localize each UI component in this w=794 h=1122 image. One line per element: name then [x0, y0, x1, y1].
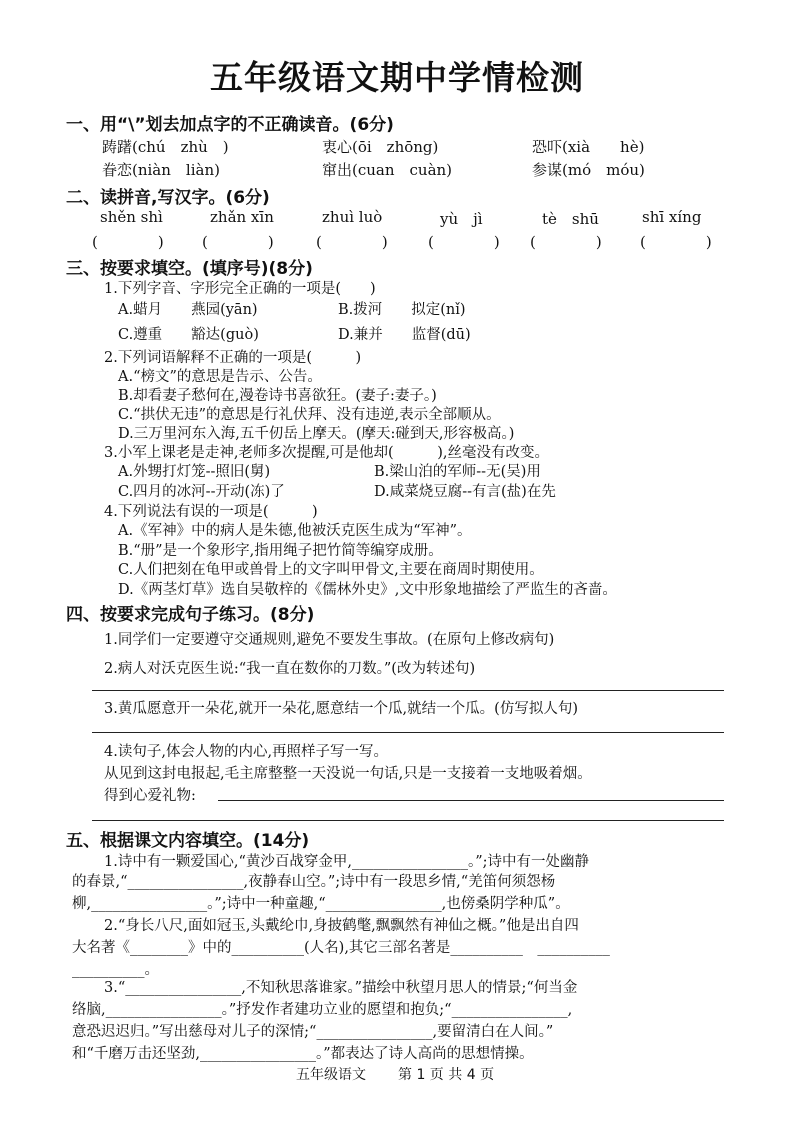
option: B.却看妻子愁何在,漫卷诗书喜欲狂。(妻子:妻子。) — [118, 388, 437, 404]
answer-line[interactable] — [92, 820, 724, 821]
section-2-heading: 二、读拼音,写汉字。(6分) — [66, 188, 270, 208]
section-1-heading: 一、用“\”划去加点字的不正确读音。(6分) — [66, 115, 394, 135]
answer-line[interactable] — [92, 732, 724, 733]
pinyin: shī xíng — [642, 208, 702, 226]
option: A.《军神》中的病人是朱德,他被沃克医生成为“军神”。 — [118, 523, 472, 539]
pinyin: zhǎn xīn — [210, 208, 274, 226]
page-title: 五年级语文期中学情检测 — [210, 58, 584, 97]
question: 2.病人对沃克医生说:“我一直在数你的刀数。”(改为转述句) — [104, 661, 476, 677]
s1-item: 眷恋(niàn liàn) — [102, 161, 220, 179]
question: 2.下列词语解释不正确的一项是( ) — [104, 350, 362, 366]
pinyin: tè shū — [542, 210, 599, 228]
section-4-heading: 四、按要求完成句子练习。(8分) — [66, 605, 315, 625]
answer-blank[interactable]: ( ) — [92, 233, 164, 251]
option: D.三万里河东入海,五千仞岳上摩天。(摩天:碰到天,形容极高。) — [118, 426, 515, 442]
option: A.蜡月 燕园(yān) — [118, 302, 258, 318]
answer-blank[interactable]: ( ) — [316, 233, 388, 251]
answer-blank[interactable]: ( ) — [530, 233, 602, 251]
question: 4.下列说法有误的一项是( ) — [104, 504, 318, 520]
option: B.“册”是一个象形字,指用绳子把竹简等编穿成册。 — [118, 543, 443, 559]
s1-item: 恐吓(xià hè) — [532, 138, 645, 156]
answer-blank[interactable]: ( ) — [202, 233, 274, 251]
fill-line: 的春景,“________________,夜静春山空。”;诗中有一段思乡情,“羌笛何须怨杨 — [72, 874, 556, 890]
pinyin: shěn shì — [100, 208, 163, 226]
s1-item: 窜出(cuan cuàn) — [322, 161, 453, 179]
option: C.四月的冰河--开动(冻)了 — [118, 484, 285, 500]
option: D.兼并 监督(dū) — [338, 327, 471, 343]
fill-line: 和“千磨万击还坚劲,________________。”都表达了诗人高尚的思想情操。 — [72, 1046, 534, 1062]
fill-line: 大名著《________》中的__________(人名),其它三部名著是__________ __________ — [72, 940, 610, 956]
fill-line: 2.“身长八尺,面如冠玉,头戴纶巾,身披鹤氅,飘飘然有神仙之概。”他是出自四 — [104, 918, 579, 934]
option: B.拨河 拟定(nǐ) — [338, 302, 466, 318]
footer-subject: 五年级语文 — [296, 1067, 366, 1083]
example-sentence: 从见到这封电报起,毛主席整整一天没说一句话,只是一支接着一支地吸着烟。 — [104, 766, 592, 782]
prompt: 得到心爱礼物: — [104, 788, 196, 804]
question: 3.小军上课老是走神,老师多次提醒,可是他却( ),丝毫没有改变。 — [104, 445, 549, 461]
pinyin: yù jì — [440, 210, 483, 228]
question: 1.同学们一定要遵守交通规则,避免不要发生事故。(在原句上修改病句) — [104, 632, 555, 648]
fill-line: 1.诗中有一颗爱国心,“黄沙百战穿金甲,________________。”;诗中有一处幽静 — [104, 854, 590, 870]
fill-line: 意恐迟迟归。”写出慈母对儿子的深情;“________________,要留清白在人间。” — [72, 1024, 554, 1040]
fill-line: 柳,________________。”;诗中一种童趣,“________________,也傍桑阴学种瓜”。 — [72, 896, 570, 912]
pinyin: zhuì luò — [322, 208, 383, 226]
section-5-heading: 五、根据课文内容填空。(14分) — [66, 831, 310, 851]
option: B.梁山泊的军师--无(吴)用 — [374, 464, 541, 480]
fill-line: 3.“________________,不知秋思落谁家。”描绘中秋望月思人的情景;“何当金 — [104, 980, 578, 996]
section-3-heading: 三、按要求填空。(填序号)(8分) — [66, 259, 313, 279]
s1-item: 衷心(ōi zhōng) — [322, 138, 439, 156]
answer-line[interactable] — [92, 690, 724, 691]
option: D.《两茎灯草》选自吴敬梓的《儒林外史》,文中形象地描绘了严监生的吝啬。 — [118, 582, 617, 598]
answer-blank[interactable]: ( ) — [640, 233, 712, 251]
fill-line: __________。 — [72, 962, 159, 978]
s1-item: 踌躇(chú zhù ) — [102, 138, 229, 156]
option: A.外甥打灯笼--照旧(舅) — [118, 464, 271, 480]
option: C.遵重 豁达(guò) — [118, 327, 259, 343]
answer-line[interactable] — [218, 800, 724, 801]
question: 1.下列字音、字形完全正确的一项是( ) — [104, 281, 376, 297]
option: C.“拱伏无违”的意思是行礼伏拜、没有违逆,表示全部顺从。 — [118, 407, 501, 423]
option: A.“榜文”的意思是告示、公告。 — [118, 369, 322, 385]
option: C.人们把刻在龟甲或兽骨上的文字叫甲骨文,主要在商周时期使用。 — [118, 562, 544, 578]
answer-blank[interactable]: ( ) — [428, 233, 500, 251]
question: 3.黄瓜愿意开一朵花,就开一朵花,愿意结一个瓜,就结一个瓜。(仿写拟人句) — [104, 701, 578, 717]
question: 4.读句子,体会人物的内心,再照样子写一写。 — [104, 744, 389, 760]
footer-page-number: 第 1 页 共 4 页 — [398, 1067, 495, 1083]
s1-item: 参谋(mó móu) — [532, 161, 645, 179]
fill-line: 络脑,________________。”抒发作者建功立业的愿望和抱负;“________________, — [72, 1002, 573, 1018]
option: D.咸菜烧豆腐--有言(盐)在先 — [374, 484, 556, 500]
